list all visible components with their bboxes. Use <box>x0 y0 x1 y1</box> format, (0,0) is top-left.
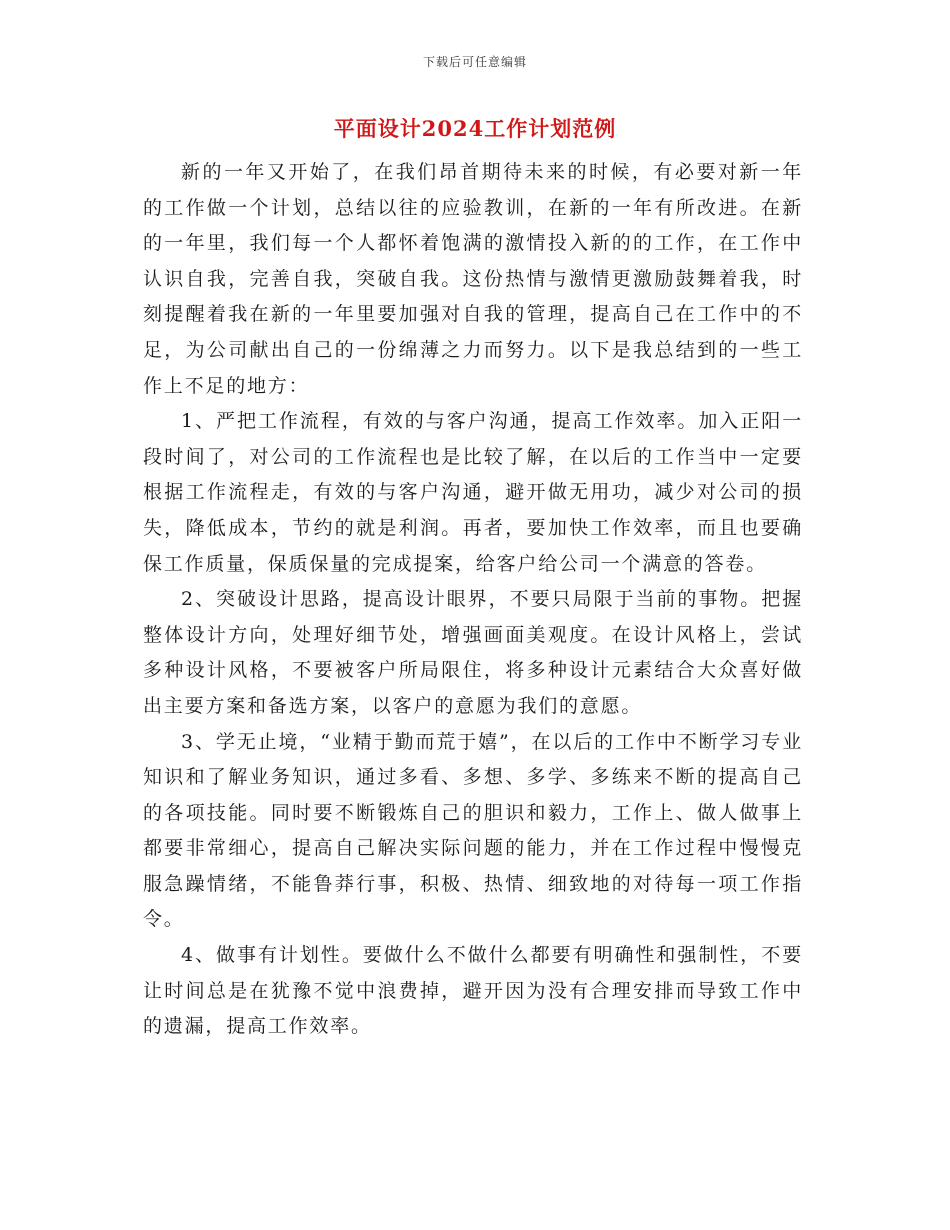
document-title: 平面设计2024工作计划范例 <box>333 116 617 141</box>
item-paragraph-2: 2、突破设计思路，提高设计眼界，不要只局限于当前的事物。把握整体设计方向，处理好细节处，增强画面美观度。在设计风格上，尝试多种设计风格，不要被客户所局限住，将多种设计元素结合大众喜好做出主要方案和备选方案，以客户的意愿为我们的意愿。 <box>143 588 803 717</box>
document-body <box>143 155 803 1045</box>
item-paragraph-1: 1、严把工作流程，有效的与客户沟通，提高工作效率。加入正阳一段时间了，对公司的工作流程也是比较了解，在以后的工作当中一定要根据工作流程走，有效的与客户沟通，避开做无用功，减少对公司的损失，降低成本，节约的就是利润。再者，要加快工作效率，而且也要确保工作质量，保质保量的完成提案，给客户给公司一个满意的答卷。 <box>143 410 803 575</box>
intro-paragraph: 新的一年又开始了，在我们昂首期待未来的时候，有必要对新一年的工作做一个计划，总结以往的应验教训，在新的一年有所改进。在新的一年里，我们每一个人都怀着饱满的激情投入新的的工作，在工作中认识自我，完善自我，突破自我。这份热情与激情更激励鼓舞着我，时刻提醒着我在新的一年里要加强对自我的管理，提高自己在工作中的不足，为公司献出自己的一份绵薄之力而努力。以下是我总结到的一些工作上不足的地方： <box>143 161 803 397</box>
item-paragraph-4: 4、做事有计划性。要做什么不做什么都要有明确性和强制性，不要让时间总是在犹豫不觉中浪费掉，避开因为没有合理安排而导致工作中的遗漏，提高工作效率。 <box>143 944 803 1038</box>
header-note: 下载后可任意编辑 <box>422 55 527 69</box>
item-paragraph-3: 3、学无止境，“业精于勤而荒于嬉”，在以后的工作中不断学习专业知识和了解业务知识，通过多看、多想、多学、多练来不断的提高自己的各项技能。同时要不断锻炼自己的胆识和毅力，工作上、做人做事上都要非常细心，提高自己解决实际问题的能力，并在工作过程中慢慢克服急躁情绪，不能鲁莽行事，积极、热情、细致地的对待每一项工作指令。 <box>143 730 803 931</box>
